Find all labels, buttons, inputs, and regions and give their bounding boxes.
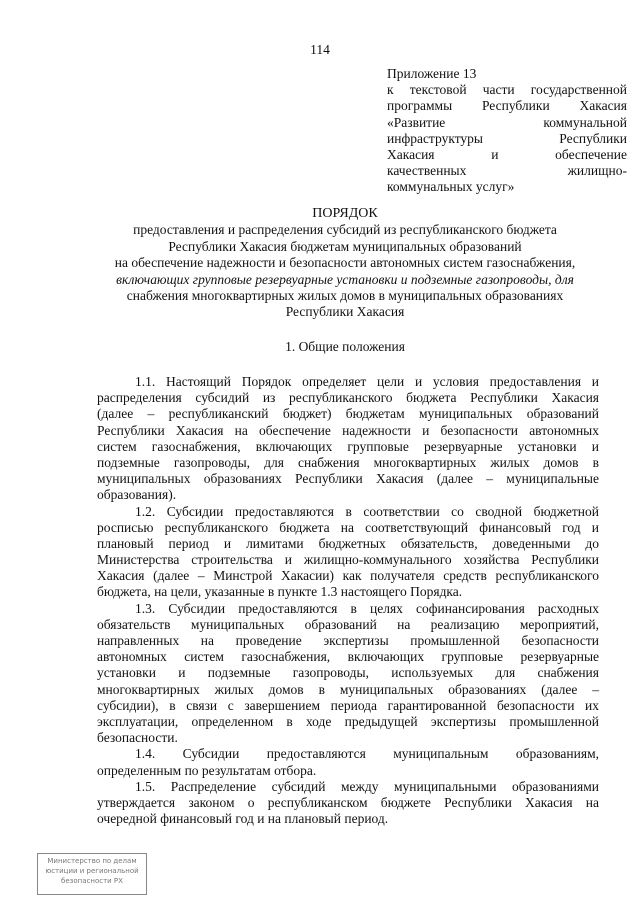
title-line: снабжения многоквартирных жилых домов в муниципальных образованиях (126, 288, 564, 304)
text-line: плановый период и лимитами бюджетных обязательств, доведенными до (97, 535, 599, 551)
appendix-line: «Развитие коммунальной (387, 114, 627, 130)
title-line: Республики Хакасия (285, 304, 405, 320)
text-line: очередной финансовый год и на плановый период. (97, 811, 389, 827)
paragraph-1-5 (97, 779, 599, 828)
title-line: включающих групповые резервуарные установки и подземные газопроводы, для (116, 271, 574, 287)
text-line: 1.2. Субсидии предоставляются в соответствии со сводной бюджетной (135, 503, 599, 519)
text-line: 1.3. Субсидии предоставляются в целях софинансирования расходных (135, 600, 599, 616)
text-line: направленных на проведение экспертизы промышленной безопасности (97, 633, 599, 648)
section-title: 1. Общие положения (285, 339, 405, 354)
text-line: Министерства строительства и жилищно-коммунального хозяйства Республики (97, 552, 599, 568)
text-line: (далее – республиканский бюджет) бюджетам муниципальных образований (97, 406, 599, 422)
text-line: муниципальных образованиях Республики Хакасия (далее – муниципальные (97, 471, 599, 487)
text-line: Республики Хакасия на обеспечение надежности и безопасности автономных (97, 422, 599, 438)
appendix-line: программы Республики Хакасия (387, 98, 627, 114)
page-number: 114 (310, 42, 330, 57)
paragraph-1-3 (97, 601, 599, 747)
text-line: распределения субсидий из республиканского бюджета Республики Хакасия (97, 390, 599, 406)
text-line: 1.4. Субсидии предоставляются муниципальным образованиям, (135, 746, 599, 762)
appendix-line: коммунальных услуг» (387, 179, 515, 195)
appendix-line: качественных жилищно- (387, 163, 627, 179)
paragraph-1-4 (97, 746, 599, 778)
text-line: 1.5. Распределение субсидий между муниципальными образованиями (135, 778, 599, 794)
text-line: образования). (97, 487, 177, 503)
text-line: автономных систем газоснабжения, включающих групповые резервуарные (97, 649, 599, 665)
text-line: росписью республиканского бюджета на соответствующий финансовый год и (97, 519, 599, 535)
title-line: Республики Хакасия бюджетам муниципальных образований (168, 238, 522, 254)
text-line: определенным по результатам отбора. (97, 762, 317, 778)
stamp-line: Министерство по делам (47, 857, 137, 865)
appendix-line: инфраструктуры Республики (387, 130, 627, 146)
text-line: систем газоснабжения, включающих групповые резервуарные установки и (97, 438, 599, 454)
text-line: подземные газопроводы, для снабжения многоквартирных жилых домов в (97, 454, 599, 470)
appendix-line: Хакасия и обеспечение (387, 146, 627, 162)
text-line: безопасности. (97, 730, 178, 746)
text-line: субсидии), в связи с завершением периода гарантированной безопасности их (97, 697, 599, 713)
text-line: установки и подземные газопроводы, используемых для снабжения (97, 665, 599, 681)
text-line: обязательств муниципальных образований на реализацию мероприятий, (97, 616, 599, 632)
title-heading: ПОРЯДОК (312, 206, 378, 221)
text-line: утверждается законом о республиканском бюджете Республики Хакасия на (97, 794, 599, 810)
document-body (97, 374, 599, 827)
appendix-caption (387, 66, 627, 196)
stamp-line: безопасности РХ (61, 877, 123, 885)
paragraph-1-2 (97, 504, 599, 601)
text-line: бюджета, на цели, указанные в пункте 1.3 настоящего Порядка. (97, 584, 463, 600)
registration-stamp (37, 853, 147, 895)
stamp-line: юстиции и региональной (45, 867, 139, 875)
appendix-line: к текстовой части государственной (387, 82, 627, 98)
paragraph-1-1 (97, 374, 599, 504)
document-title (72, 206, 618, 321)
title-line: на обеспечение надежности и безопасности автономных систем газоснабжения, (114, 255, 576, 271)
text-line: Хакасия (далее – Минстрой Хакасии) как получателя средств республиканского (97, 568, 599, 584)
title-line: предоставления и распределения субсидий из республиканского бюджета (133, 222, 557, 238)
text-line: 1.1. Настоящий Порядок определяет цели и условия предоставления и (135, 374, 599, 389)
appendix-line: Приложение 13 (387, 66, 477, 81)
text-line: эксплуатации, определенном в ходе предыдущей экспертизы промышленной (97, 713, 599, 729)
text-line: многоквартирных жилых домов в муниципальных образованиях (далее – (97, 681, 599, 697)
